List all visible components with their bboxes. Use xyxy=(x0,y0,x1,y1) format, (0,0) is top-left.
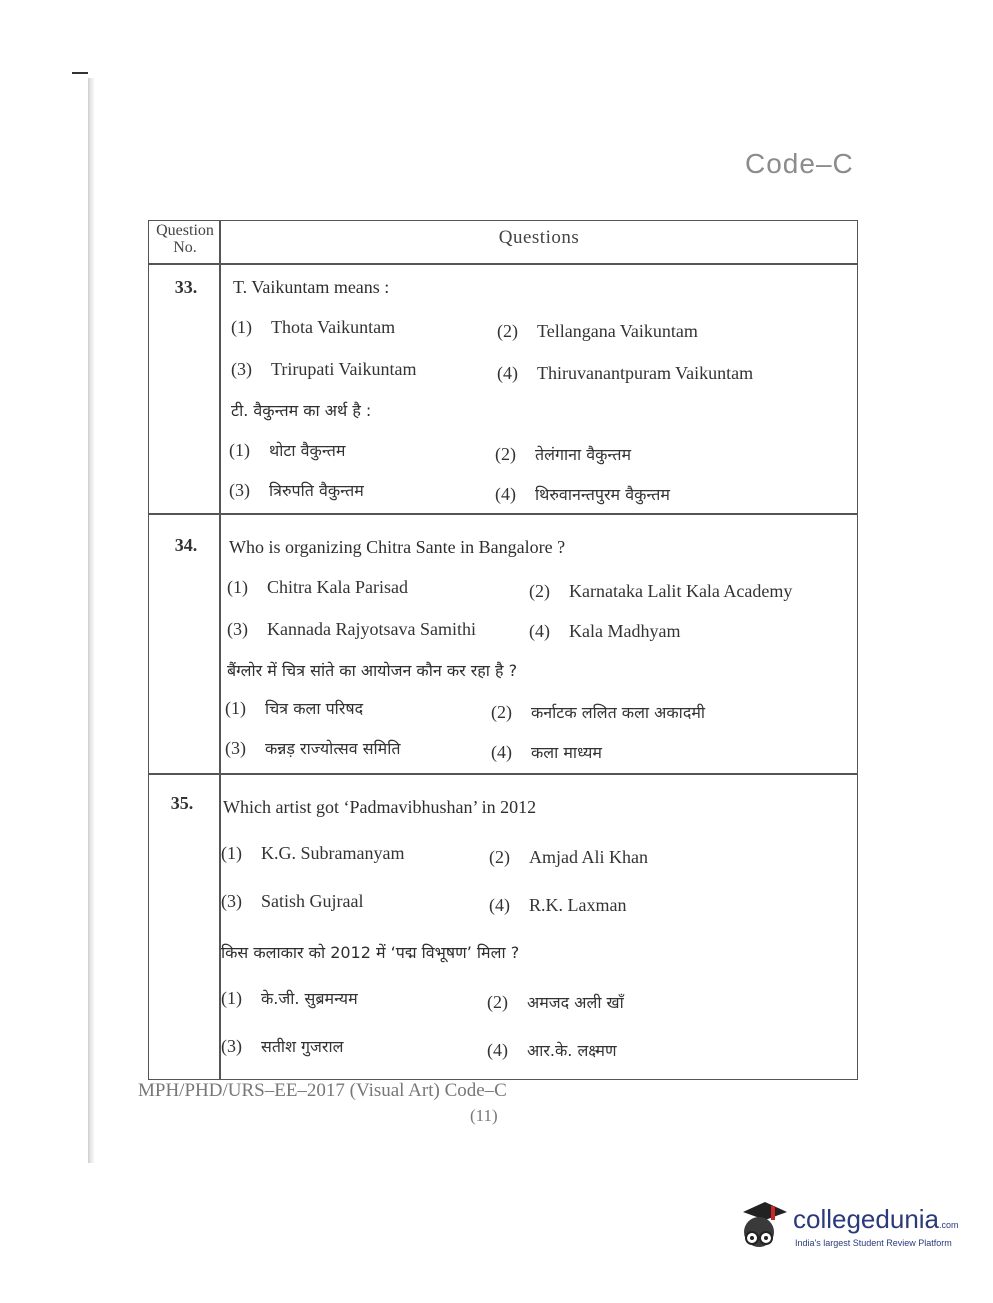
header-questions: Questions xyxy=(498,227,580,248)
code-label: Code–C xyxy=(745,148,854,179)
option-2-en: (2) Karnataka Lalit Kala Academy xyxy=(529,581,793,601)
row-divider xyxy=(149,513,857,515)
header-divider xyxy=(149,263,857,265)
question-number: 34. xyxy=(174,535,198,555)
option-4-en: (4) Thiruvanantpuram Vaikuntam xyxy=(497,363,754,383)
option-3-hi: (3) त्रिरुपति वैकुन्तम xyxy=(229,480,364,500)
option-4-hi: (4) आर.के. लक्ष्मण xyxy=(487,1040,617,1060)
option-3-hi: (3) कन्नड़ राज्योत्सव समिति xyxy=(225,738,401,758)
logo-tagline: India's largest Student Review Platform xyxy=(795,1238,952,1248)
row-divider xyxy=(149,773,857,775)
option-2-hi: (2) तेलंगाना वैकुन्तम xyxy=(495,444,632,464)
footer-exam-code: MPH/PHD/URS–EE–2017 (Visual Art) Code–C xyxy=(138,1080,507,1101)
question-text-en: T. Vaikuntam means : xyxy=(233,277,390,297)
option-4-hi: (4) कला माध्यम xyxy=(491,742,602,762)
question-number: 33. xyxy=(174,277,198,297)
question-text-hi: बैंग्लोर में चित्र सांते का आयोजन कौन कर रहा है ? xyxy=(227,661,518,680)
scan-margin-line xyxy=(88,78,94,1163)
option-1-en: (1) Chitra Kala Parisad xyxy=(227,577,408,597)
option-1-en: (1) K.G. Subramanyam xyxy=(221,843,405,863)
option-1-hi: (1) थोटा वैकुन्तम xyxy=(229,440,346,460)
option-2-hi: (2) कर्नाटक ललित कला अकादमी xyxy=(491,702,706,722)
scan-margin-tick xyxy=(72,72,88,74)
header-question-no: Question No. xyxy=(156,222,214,256)
questions-table xyxy=(148,220,858,1080)
mascot-icon xyxy=(735,1198,791,1258)
option-2-en: (2) Amjad Ali Khan xyxy=(489,847,648,867)
option-3-en: (3) Kannada Rajyotsava Samithi xyxy=(227,619,476,639)
option-4-en: (4) R.K. Laxman xyxy=(489,895,627,915)
question-text-en: Which artist got ‘Padmavibhushan’ in 2012 xyxy=(223,797,537,817)
option-2-hi: (2) अमजद अली खाँ xyxy=(487,992,624,1012)
question-text-hi: टी. वैकुन्तम का अर्थ है : xyxy=(231,401,372,420)
option-1-en: (1) Thota Vaikuntam xyxy=(231,317,396,337)
option-1-hi: (1) के.जी. सुब्रमन्यम xyxy=(221,988,358,1008)
option-2-en: (2) Tellangana Vaikuntam xyxy=(497,321,698,341)
option-3-en: (3) Trirupati Vaikuntam xyxy=(231,359,417,379)
page-number: (11) xyxy=(470,1106,498,1125)
logo-wordmark: collegedunia.com xyxy=(793,1204,959,1234)
collegedunia-watermark xyxy=(735,1198,960,1258)
option-1-hi: (1) चित्र कला परिषद xyxy=(225,698,364,718)
option-4-hi: (4) थिरुवानन्तपुरम वैकुन्तम xyxy=(495,484,670,504)
question-text-en: Who is organizing Chitra Sante in Bangalore ? xyxy=(229,537,566,557)
question-number: 35. xyxy=(170,793,194,813)
option-3-en: (3) Satish Gujraal xyxy=(221,891,364,911)
option-3-hi: (3) सतीश गुजराल xyxy=(221,1036,344,1056)
question-text-hi: किस कलाकार को 2012 में ‘पद्म विभूषण’ मिला ? xyxy=(221,943,520,962)
option-4-en: (4) Kala Madhyam xyxy=(529,621,681,641)
